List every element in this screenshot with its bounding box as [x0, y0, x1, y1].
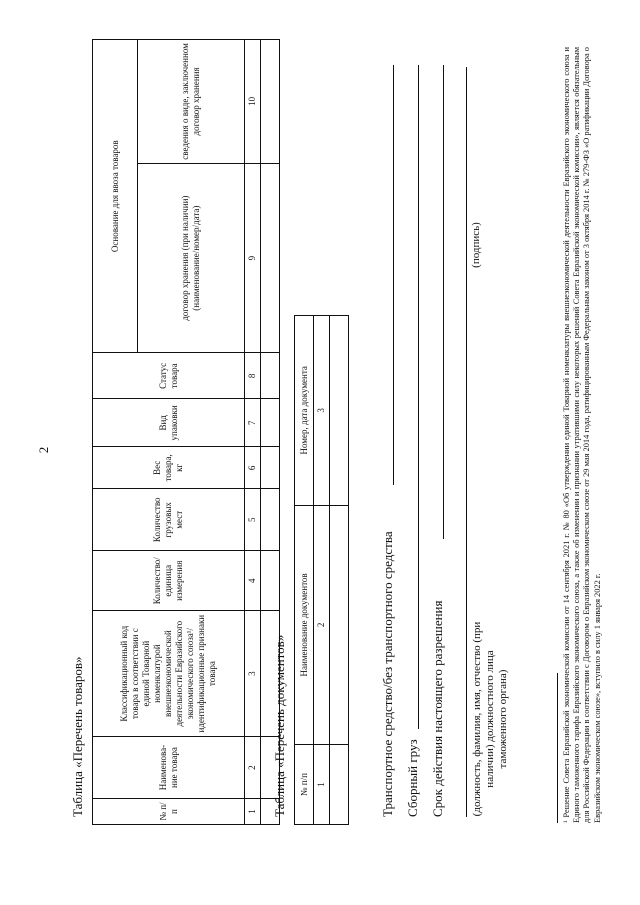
- transport-field-label: Транспортное средство/без транспортного средства: [380, 531, 395, 817]
- col-number: 3: [245, 611, 261, 737]
- page-number: 2: [36, 446, 51, 454]
- cargo-field-line[interactable]: [418, 65, 419, 729]
- header-name: Наименова-ние товара: [93, 737, 245, 799]
- docs-header-name: Наименование документов: [295, 505, 314, 745]
- table-row: [330, 316, 349, 825]
- docs-table-caption: Таблица «Перечень документов»: [272, 634, 287, 817]
- footnote: ¹ Решение Совета Евразийской экономической комиссии от 14 сентября 2021 г. № 80 «Об утверждении единой Товарной номенклатуры внешнеэкономической деятельности Евразийского экономического союза и Единого таможенного тарифа Евразийского экономического союза, а также об изменении и признании утратившими силу некоторых решений Совета Евразийской экономической комиссии», является обязательным для Российской Федерации в соответствии с Договором о Евразийском экономическом союзе от 29 мая 2014 года, ратифицированным Федеральным законом от 3 октября 2014 г. № 279-ФЗ «О ратификации Договора о Евразийском экономическом союзе», вступило в силу 1 января 2022 г.: [562, 47, 602, 823]
- col-number: 5: [245, 489, 261, 551]
- empty-cell: [261, 353, 280, 399]
- empty-cell: [261, 489, 280, 551]
- col-number: 1: [245, 799, 261, 825]
- signature-line: [466, 67, 467, 817]
- col-number: 6: [245, 447, 261, 489]
- goods-table-caption: Таблица «Перечень товаров»: [70, 656, 85, 817]
- goods-table: [92, 39, 280, 825]
- cargo-field-label: Сборный груз: [405, 739, 420, 817]
- header-basis: Основание для ввоза товаров: [93, 40, 138, 353]
- header-places: Количество грузовых мест: [93, 489, 245, 551]
- signature-caption: (подпись): [470, 222, 482, 268]
- docs-header-num: № п/п: [295, 745, 314, 825]
- empty-cell: [261, 40, 280, 164]
- col-number: 8: [245, 353, 261, 399]
- validity-field-line[interactable]: [443, 65, 444, 539]
- docs-header-date: Номер, дата документа: [295, 316, 314, 506]
- col-number: 10: [245, 40, 261, 164]
- empty-cell: [330, 316, 349, 506]
- col-number: 9: [245, 163, 261, 353]
- col-number: 7: [245, 399, 261, 447]
- docs-table: [294, 315, 349, 825]
- empty-cell: [261, 163, 280, 353]
- header-code: Классификационный код товара в соответствии с единой Товарной номенклатурой внешнеэкономической деятельности Евразийского экономического союза¹/ идентификационные признаки товара: [93, 611, 245, 737]
- empty-cell: [261, 447, 280, 489]
- header-num: № п/п: [93, 799, 245, 825]
- header-weight: Вес товара, кг: [93, 447, 245, 489]
- transport-field-line[interactable]: [393, 65, 394, 485]
- validity-field-label: Срок действия настоящего разрешения: [430, 600, 445, 817]
- header-info: сведения о виде, заключенном договор хранения: [138, 40, 245, 164]
- official-position-label: (должность, фамилия, имя, отчество (при наличии) должностного лица таможенного органа): [471, 621, 509, 817]
- col-number: 2: [314, 505, 330, 745]
- header-package: Вид упаковки: [93, 399, 245, 447]
- header-quantity: Количество/ единица измерения: [93, 551, 245, 611]
- empty-cell: [261, 399, 280, 447]
- col-number: 1: [314, 745, 330, 825]
- col-number: 3: [314, 316, 330, 506]
- footnote-divider: [557, 673, 558, 823]
- empty-cell: [261, 551, 280, 611]
- col-number: 4: [245, 551, 261, 611]
- header-status: Статус товара: [93, 353, 245, 399]
- col-number: 2: [245, 737, 261, 799]
- header-contract: договор хранения (при наличии) (наименование/номер/дата): [138, 163, 245, 353]
- empty-cell: [330, 505, 349, 745]
- empty-cell: [330, 745, 349, 825]
